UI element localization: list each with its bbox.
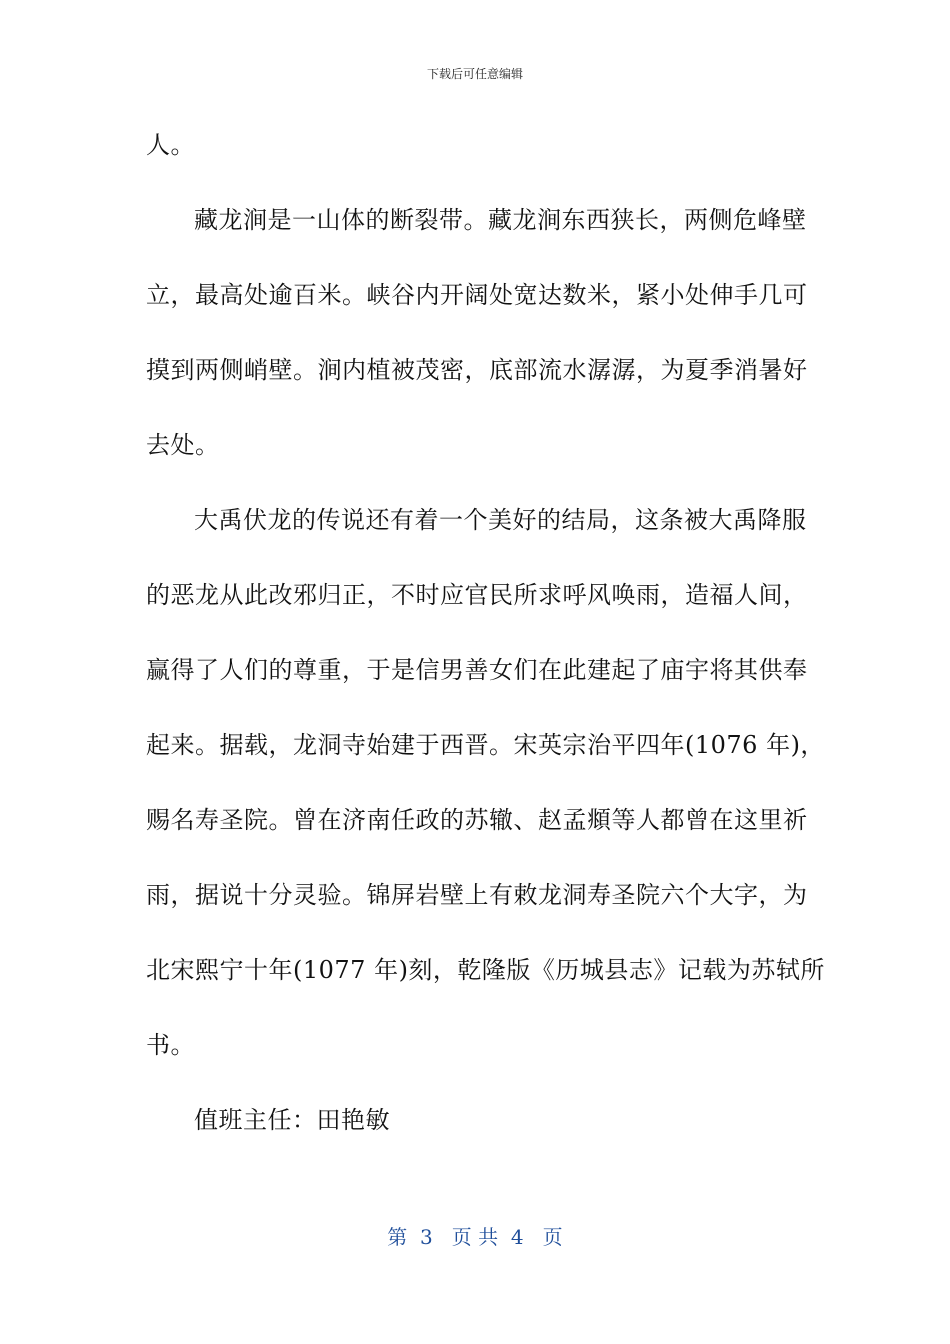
text-line: 雨，据说十分灵验。锦屏岩壁上有敕龙洞寿圣院六个大字，为 (146, 881, 808, 909)
text-line: 立，最高处逾百米。峡谷内开阔处宽达数米，紧小处伸手几可 (146, 281, 808, 309)
text-line: 去处。 (146, 431, 220, 459)
text-line: 人。 (146, 131, 195, 159)
text-line: 藏龙涧是一山体的断裂带。藏龙涧东西狭长，两侧危峰壁 (194, 206, 807, 234)
signature-line: 值班主任：田艳敏 (194, 1106, 390, 1134)
text-line: 赢得了人们的尊重，于是信男善女们在此建起了庙宇将其供奉 (146, 656, 808, 684)
text-line: 起来。据载，龙洞寺始建于西晋。宋英宗治平四年(1076 年)， (146, 731, 825, 759)
text-line: 赐名寿圣院。曾在济南任政的苏辙、赵孟頫等人都曾在这里祈 (146, 806, 808, 834)
text-line: 摸到两侧峭壁。涧内植被茂密，底部流水潺潺，为夏季消暑好 (146, 356, 808, 384)
document-body (146, 124, 825, 1174)
page-number-footer: 第 3 页 共 4 页 (387, 1225, 563, 1249)
text-line: 北宋熙宁十年(1077 年)刻，乾隆版《历城县志》记载为苏轼所 (146, 956, 825, 984)
page-header: 下载后可任意编辑 (426, 67, 523, 81)
text-line: 的恶龙从此改邪归正，不时应官民所求呼风唤雨，造福人间， (146, 581, 808, 609)
text-line: 大禹伏龙的传说还有着一个美好的结局，这条被大禹降服 (194, 506, 807, 534)
text-line: 书。 (146, 1031, 195, 1059)
